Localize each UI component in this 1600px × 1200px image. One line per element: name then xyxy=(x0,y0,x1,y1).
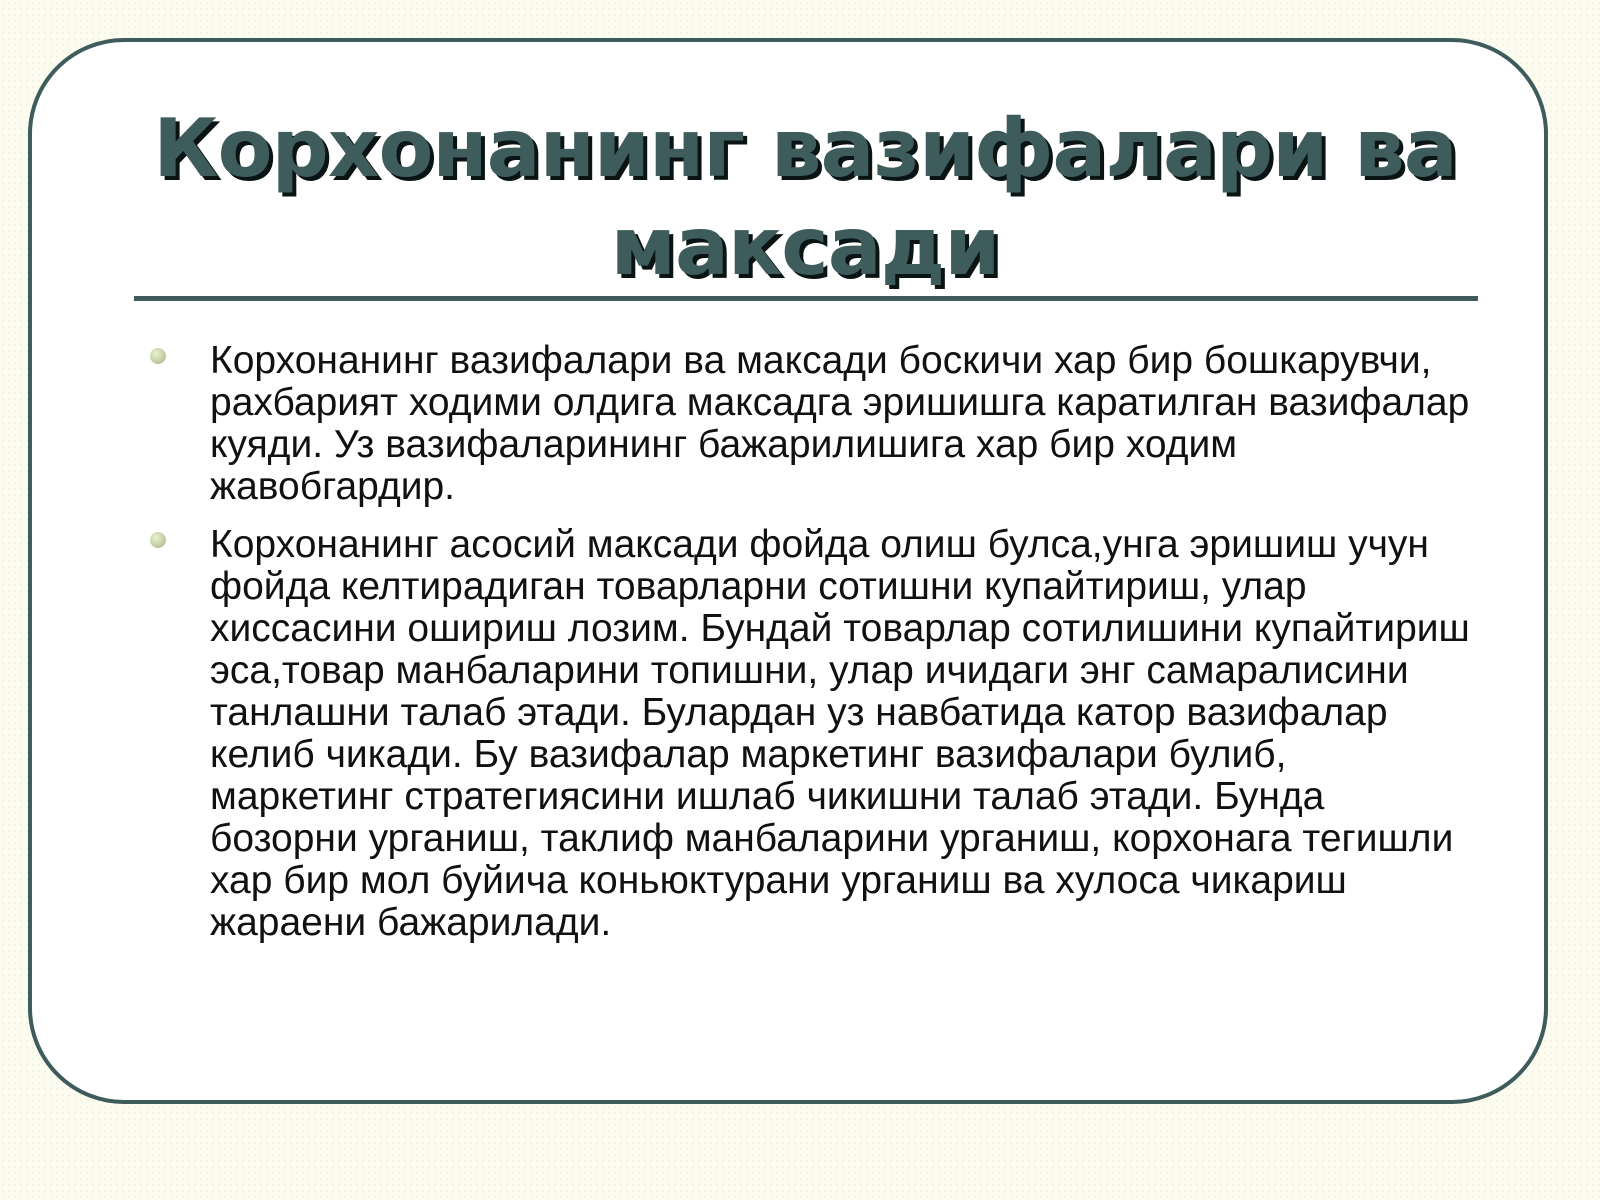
bullet-text: Корхонанинг асосий максади фойда олиш булса,унга эришиш учун фойда келтирадиган товарларни сотишни купайтириш, улар хиссасини ошириш лозим. Бундай товарлар сотилишини купайтириш эса,товар манбаларини топишни, улар ичидаги энг самаралисини танлашни талаб этади. Булардан уз навбатида катор вазифалар келиб чикади. Бу вазифалар маркетинг вазифалари булиб, маркетинг стратегиясини ишлаб чикишни талаб этади. Бунда бозорни урганиш, таклиф манбаларини урганиш, корхонага тегишли хар бир мол буйича коньюктурани урганиш ва хулоса чикариш жараени бажарилади. xyxy=(210,523,1470,944)
list-item xyxy=(150,524,1480,944)
list-item xyxy=(150,340,1480,508)
bullet-text: Корхонанинг вазифалари ва максади боскичи хар бир бошкарувчи, рахбарият ходими олдига максадга эришишга каратилган вазифалар куяди. Уз вазифаларининг бажарилишига хар бир ходим жавобгардир. xyxy=(210,339,1470,508)
bullet-list xyxy=(150,340,1480,960)
title-divider xyxy=(134,296,1478,301)
bullet-dot-icon xyxy=(150,348,166,364)
slide-title: Корхонанинг вазифалари ва максади xyxy=(153,102,1457,293)
bullet-dot-icon xyxy=(150,532,166,548)
